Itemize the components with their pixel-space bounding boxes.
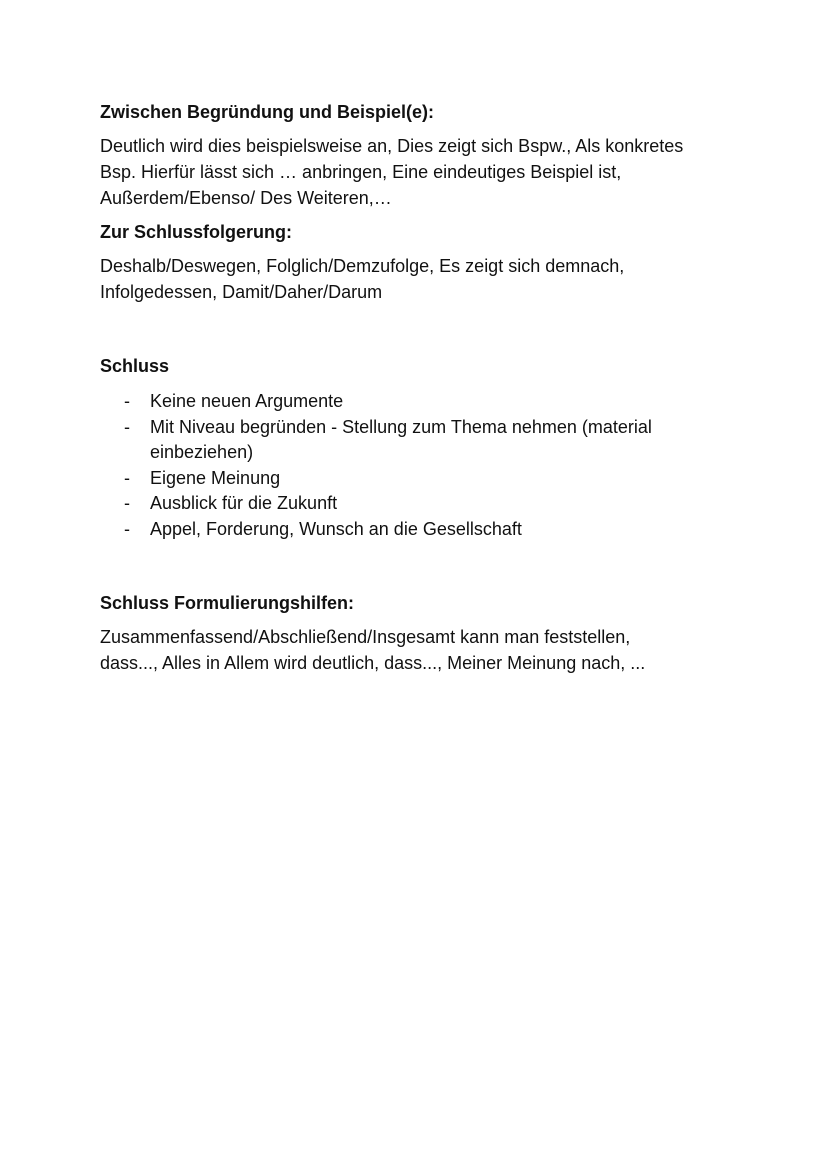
list-item xyxy=(100,491,740,517)
paragraph-zwischen-begruendung-beispiel: Deutlich wird dies beispielsweise an, Dies zeigt sich Bspw., Als konkretes Bsp. Hierfür lässt sich … anbringen, Eine eindeutiges Beispiel ist, Außerdem/Ebenso/ Des Weiteren,… xyxy=(100,136,684,208)
heading-zur-schlussfolgerung: Zur Schlussfolgerung: xyxy=(100,222,293,242)
heading-schluss-formulierungshilfen: Schluss Formulierungshilfen: xyxy=(100,593,355,613)
list-item xyxy=(100,389,740,415)
schluss-list xyxy=(100,389,740,542)
paragraph-zur-schlussfolgerung: Deshalb/Deswegen, Folglich/Demzufolge, Es zeigt sich demnach, Infolgedessen, Damit/Daher/Darum xyxy=(100,256,625,302)
document-page xyxy=(100,99,740,676)
list-item-text: Eigene Meinung xyxy=(150,467,281,488)
list-item-text: Appel, Forderung, Wunsch an die Gesellschaft xyxy=(150,518,522,539)
list-item-text: Ausblick für die Zukunft xyxy=(150,493,338,513)
list-item xyxy=(100,466,740,492)
dash-bullet: - xyxy=(124,518,130,539)
list-item-text: Keine neuen Argumente xyxy=(150,391,344,411)
list-item xyxy=(100,517,740,543)
list-item xyxy=(100,415,740,466)
paragraph-schluss-formulierungshilfen: Zusammenfassend/Abschließend/Insgesamt kann man feststellen, dass..., Alles in Allem wird deutlich, dass..., Meiner Meinung nach, ... xyxy=(100,627,646,673)
list-item-text: Mit Niveau begründen - Stellung zum Thema nehmen (material einbeziehen) xyxy=(150,416,652,462)
dash-bullet: - xyxy=(124,467,130,488)
heading-zwischen-begruendung-beispiel: Zwischen Begründung und Beispiel(e): xyxy=(100,102,435,122)
dash-bullet: - xyxy=(124,416,130,437)
heading-schluss: Schluss xyxy=(100,356,170,376)
dash-bullet: - xyxy=(124,493,130,513)
dash-bullet: - xyxy=(124,391,130,411)
